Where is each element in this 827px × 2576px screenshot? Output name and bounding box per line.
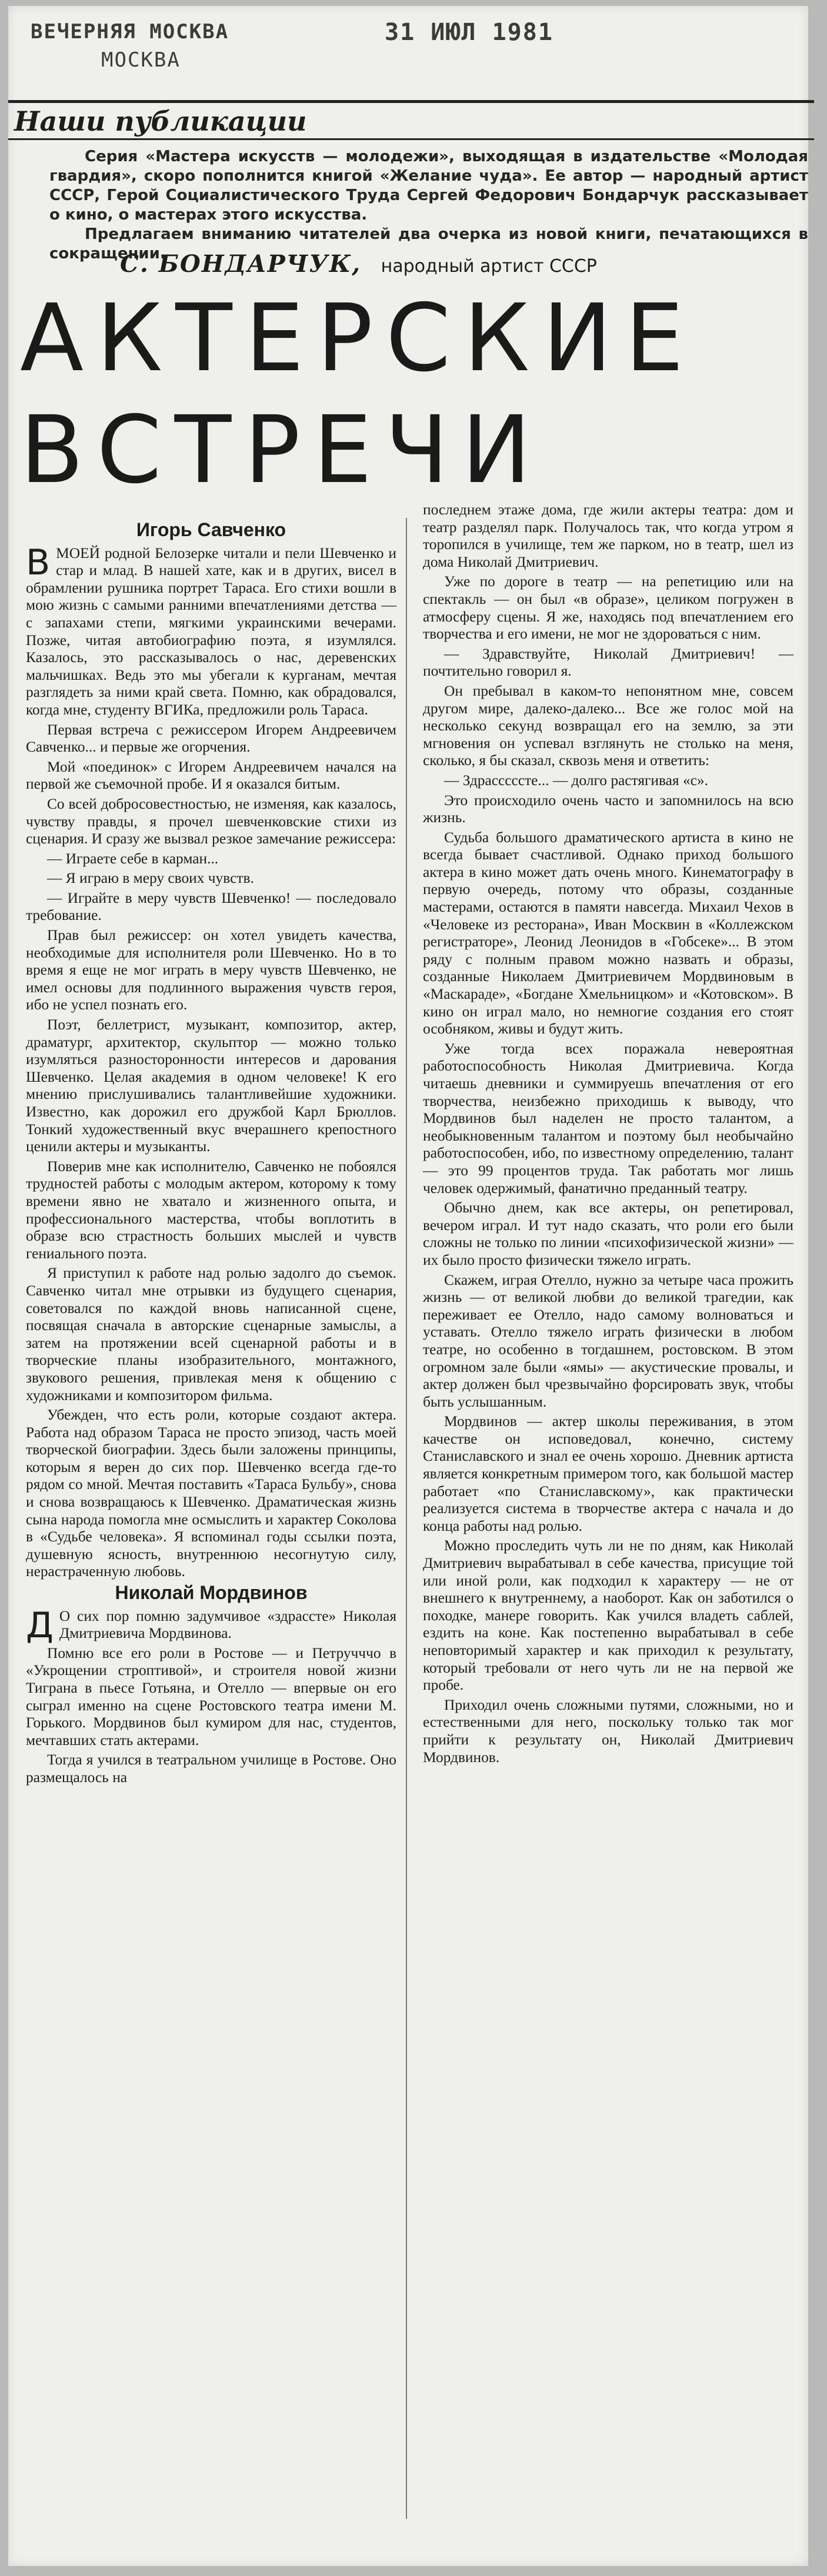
lead-text: Предлагаем вниманию читателей два очерка из новой книги, печатающихся в сокращении. [49,225,808,262]
left-column [26,518,396,1789]
column-divider [406,518,407,2519]
paragraph: Обычно днем, как все актеры, он репетировал, вечером играл. И тут надо сказать, что роли его были сложны не только по линии «психофизической жизни» — их было просто физически тяжело играть. [423,1199,793,1268]
headline-line: АКТЕРСКИЕ [20,284,697,393]
paragraph: Тогда я учился в театральном училище в Ростове. Оно размещалось на [26,1751,396,1786]
paragraph: — Здравствуйте, Николай Дмитриевич! — почтительно говорил я. [423,645,793,680]
paragraph: Скажем, играя Отелло, нужно за четыре часа прожить жизнь — от великой любви до великой трагедии, как переживает ее Отелло, надо самому волноваться и уставать. Отелло тяжело играть физически в любом театре, но особенно в тогдашнем, ростовском. В этом огромном зале были «ямы» — акустические провалы, и актер должен был чрезвычайно форсировать звук, чтобы быть услышанным. [423,1271,793,1410]
paragraph: Со всей добросовестностью, не изменяя, как казалось, чувству правды, я прочел шевченковские стихи из сценария. И сразу же вызвал резкое замечание режиссера: [26,795,396,847]
dropcap: Д [26,1604,54,1646]
paragraph: Помню все его роли в Ростове — и Петручччо в «Укрощении строптивой», и строителя новой жизни Тиграна в пьесе Готьяна, и Отелло — впервые он его сыграл именно на сцене Ростовского театра имени М. Горького. Мордвинов был кумиром для нас, студентов, мечтавших стать актерами. [26,1644,396,1749]
paragraph: Приходил очень сложными путями, сложными, но и естественными для него, поскольку только так мог прийти к результату он, Николай Дмитриевич Мордвинов. [423,1696,793,1766]
paragraph: Мордвинов — актер школы переживания, в этом качестве он исповедовал, конечно, систему Станиславского и знал ее очень хорошо. Дневник артиста является конкретным примером того, как большой мастер работает «по Станиславскому», как практически реализуется система в творчестве актера с начала и до конца работы над ролью. [423,1413,793,1534]
paragraph: — Играете себе в карман... [47,850,219,867]
byline [120,250,767,278]
paragraph: Судьба большого драматического артиста в кино не всегда бывает счастливой. Однако приход большого актера в кино может дать очень много. Кинематографу в первую очередь, потому что образы, созданные мастерами, остаются в памяти навсегда. Михаил Чехов в «Человеке из ресторана», Иван Москвин в «Коллежском регистраторе», Леонид Леонидов в «Гобсеке»... В этом ряду с полным правом можно назвать и образы, созданные Николаем Дмитриевичем Мордвиновым в «Маскараде», «Богдане Хмельницком» и «Котовском». В кино он играл мало, но немногие создания его стоят особняком, живы и будут жить. [423,829,793,1038]
section-heading: Николай Мордвинов [115,1582,308,1604]
lead-text: Серия «Мастера искусств — молодежи», выходящая в издательстве «Молодая гвардия», скоро пополнится книгой «Желание чуда». Ее автор — народный артист СССР, Герой Социалистического Труда Сергей Федорович Бондарчук рассказывает о кино, о мастерах этого искусства. [49,148,808,224]
paragraph: Мой «поединок» с Игорем Андреевичем начался на первой же съемочной пробе. И я оказался битым. [26,758,396,793]
paragraph: Я приступил к работе над ролью задолго до съемок. Савченко читал мне отрывки из будущего сценария, советовался по каждой вновь написанной сцене, посвящая сначала в авторские сценарные замыслы, а затем на протяжении всей сценарной работы и в творческие планы изобразительного, монтажного, звукового решения, привлекая меня к общению с художниками и композитором фильма. [26,1265,396,1404]
paragraph-text: МОЕЙ родной Белозерке читали и пели Шевченко и стар и млад. В нашей хате, как и в других, висел в обрамлении рушника портрет Тараса. Его стихи вошли в мою жизнь с самыми ранними впечатлениями детства — с запахами степи, мягкими украинскими вечерами. Позже, читая автобиографию поэта, я изумлялся. Казалось, это рассказывалось о нас, деревенских мальчишках. Ведь это мы убегали к курганам, мечтая разглядеть за ними край света. Помню, как обрадовался, когда мне, студенту ВГИКа, предложили роль Тараса. [26,544,396,718]
paragraph: Поэт, беллетрист, музыкант, композитор, актер, драматург, архитектор, скульптор — можно только изумляться разносторонности интересов и дарования Шевченко. Целая академия в одном человеке! К его мнению прислушивались талантливейшие художники. Известно, как дорожил его дружбой Карл Брюллов. Тонкий художественный вкус вчерашнего крепостного ценили актеры и музыканты. [26,1016,396,1155]
paragraph: Первая встреча с режиссером Игорем Андреевичем Савченко... и первые же огорчения. [26,721,396,756]
stamp-city: МОСКВА [101,48,181,72]
stamp-date: 31 ИЮЛ 1981 [385,19,553,46]
lead-paragraph [49,147,808,264]
article-headline [20,282,796,506]
paragraph: последнем этаже дома, где жили актеры театра: дом и театр разделял парк. Получалось так, что когда утром я торопился в училище, тем же парком, но в театр, шел из дома Николай Дмитриевич. [423,501,793,570]
dropcap: В [26,541,51,583]
section-heading: Игорь Савченко [136,519,286,540]
newspaper-stamp [31,18,266,74]
author-name: С. БОНДАРЧУК, [120,250,362,278]
paragraph: Убежден, что есть роли, которые создают актера. Работа над образом Тараса не просто эпизод, часть моей творческой биографии. Здесь были заложены принципы, которым я верен до сих пор. Шевченко всегда где-то рядом со мной. Мечтая поставить «Тараса Бульбу», снова и снова возвращаюсь к Шевченко. Драматическая жизнь сына народа помогла мне осмыслить и характер Соколова в «Судьбе человека». Я вспоминал годы ссылки поэта, душевную ясность, внутреннюю несогнутую силу, нерастраченную любовь. [26,1407,396,1580]
newspaper-clipping [8,6,808,2566]
paragraph: Можно проследить чуть ли не по дням, как Николай Дмитриевич вырабатывал в себе качества, присущие той или иной роли, как подходил к характеру — не от внешнего к внутреннему, а наоборот. Как он заботился о походке, манере говорить. Как учился владеть саблей, ездить на коне. Как постепенно вырабатывал в себе неповторимый характер и как приходил к результату, который требовали от него чуть ли не на первой же пробе. [423,1537,793,1694]
paragraph [26,1604,396,1646]
paragraph: Поверив мне как исполнителю, Савченко не побоялся трудностей работы с молодым актером, которому к тому времени явно не хватало и жизненного опыта, и профессионального мастерства, чтобы воплотить в образе всю страстность больших мыслей и чувств гениального поэта. [26,1158,396,1262]
paragraph: Прав был режиссер: он хотел увидеть качества, необходимые для исполнителя роли Шевченко. Но в то время я еще не мог играть в меру чувств Шевченко, не имел основы для подлинного выражения чувств героя, ибо не успел познать его. [26,927,396,1013]
headline-line: ВСТРЕЧИ [20,396,544,504]
paragraph: Уже тогда всех поражала невероятная работоспособность Николая Дмитриевича. Когда читаешь дневники и суммируешь впечатления от его творчества, неизбежно приходишь к выводу, что Мордвинов был наделен не просто талантом, а необыкновенным талантом и поэтому был необычайно работоспособен, ибо, по известному определению, талант — это 99 процентов труда. Так работать мог лишь человек одержимый, фанатично преданный театру. [423,1040,793,1196]
paragraph-text: О сих пор помню задумчивое «здрассте» Николая Дмитриевича Мордвинова. [59,1607,396,1642]
author-title: народный артист СССР [381,256,597,277]
paragraph: Уже по дороге в театр — на репетицию или на спектакль — он был «в образе», целиком погружен в атмосферу сцены. Я же, находясь под впечатлением его творчества и его имени, не мог не здороваться с ним. [423,573,793,643]
stamp-paper-name: ВЕЧЕРНЯЯ МОСКВА [31,20,229,44]
paragraph: — Играйте в меру чувств Шевченко! — последовало требование. [26,889,396,924]
paragraph: Это происходило очень часто и запомнилось на всю жизнь. [423,792,793,826]
rubric-title: Наши публикации [8,100,814,140]
paragraph [26,541,396,719]
paragraph: — Я играю в меру своих чувств. [47,870,254,887]
right-column [423,501,793,1769]
paragraph: — Здрасссссте... — долго растягивая «с». [444,772,708,789]
paragraph: Он пребывал в каком-то непонятном мне, совсем другом мире, далеко-далеко... Все же голос мой на несколько секунд возвращал его на землю, за эти мгновения он успевал взглянуть не столько на меня, сколько, я бы сказал, сквозь меня и ответить: [423,682,793,769]
